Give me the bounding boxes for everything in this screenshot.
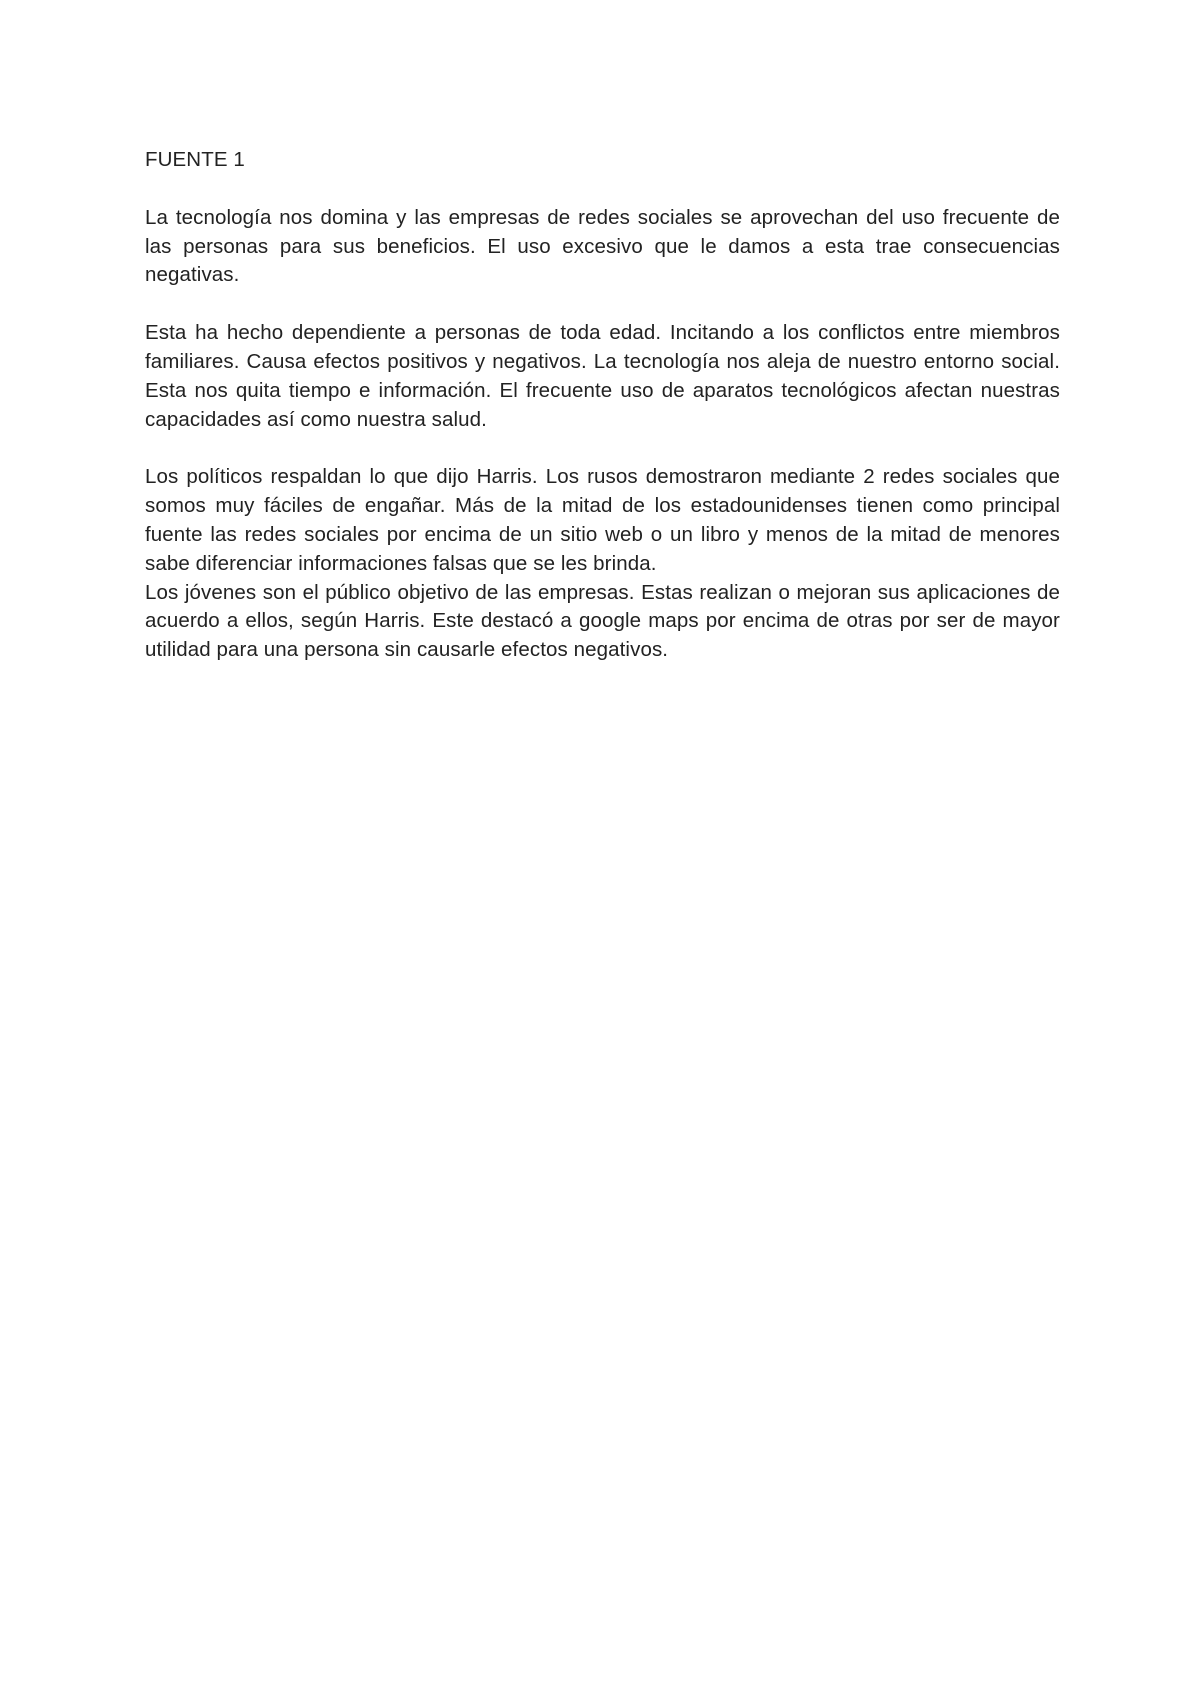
- document-body: [145, 146, 1060, 665]
- document-heading: FUENTE 1: [145, 148, 245, 171]
- paragraph-1: La tecnología nos domina y las empresas de redes sociales se aprovechan del uso frecuente de las personas para sus beneficios. El uso excesivo que le damos a esta trae consecuencias negativas.: [145, 205, 1060, 287]
- paragraph-4: Los jóvenes son el público objetivo de las empresas. Estas realizan o mejoran sus aplicaciones de acuerdo a ellos, según Harris. Este destacó a google maps por encima de otras por ser de mayor utilidad para una persona sin causarle efectos negativos.: [145, 580, 1060, 662]
- paragraph-2: Esta ha hecho dependiente a personas de toda edad. Incitando a los conflictos entre miembros familiares. Causa efectos positivos y negativos. La tecnología nos aleja de nuestro entorno social. Esta nos quita tiempo e información. El frecuente uso de aparatos tecnológicos afectan nuestras capacidades así como nuestra salud.: [145, 321, 1060, 431]
- paragraph-3: Los políticos respaldan lo que dijo Harris. Los rusos demostraron mediante 2 redes sociales que somos muy fáciles de engañar. Más de la mitad de los estadounidenses tienen como principal fuente las redes sociales por encima de un sitio web o un libro y menos de la mitad de menores sabe diferenciar informaciones falsas que se les brinda.: [145, 465, 1060, 575]
